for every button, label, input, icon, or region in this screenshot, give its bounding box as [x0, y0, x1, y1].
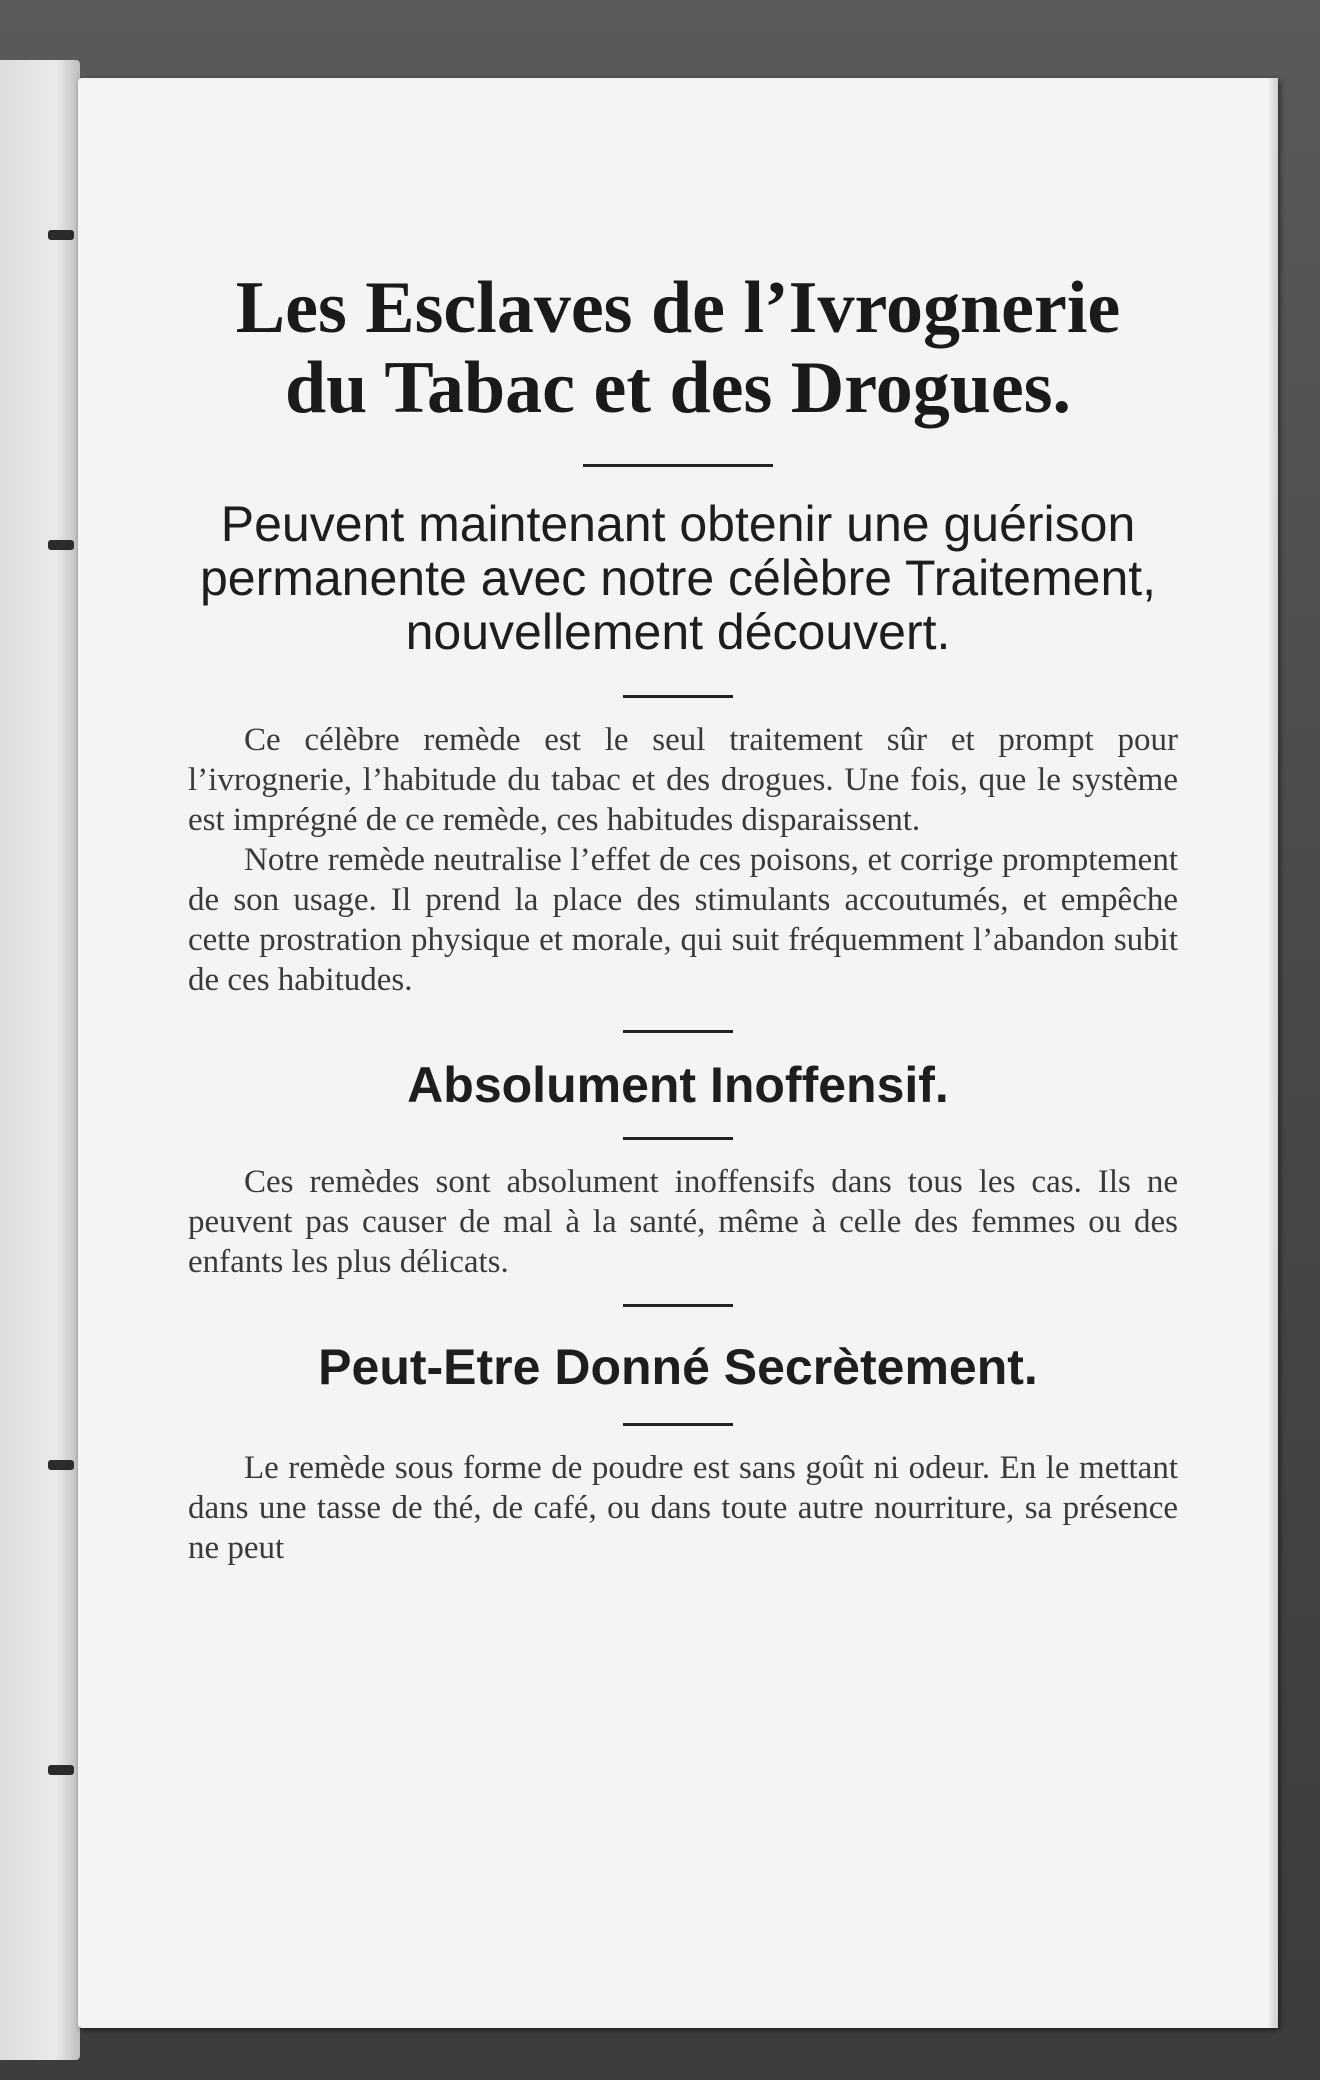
binding-stitch: [48, 1765, 74, 1775]
page-content: [168, 268, 1188, 1568]
divider: [623, 695, 733, 698]
divider: [623, 1304, 733, 1307]
binding-stitch: [48, 1460, 74, 1470]
page-subtitle: Peuvent maintenant obtenir une guérison permanente avec notre célèbre Traitement, nouvellement découvert.: [199, 496, 1157, 660]
section-paragraph-secretement: Le remède sous forme de poudre est sans goût ni odeur. En le mettant dans une tasse de thé, de café, ou dans toute autre nourriture, sa présence ne peut: [188, 1450, 1178, 1566]
divider: [623, 1030, 733, 1033]
binding-stitch: [48, 230, 74, 240]
divider: [623, 1423, 733, 1426]
section-heading-inoffensif: Absolument Inoffensif.: [407, 1057, 949, 1113]
document-page: [78, 78, 1278, 2028]
page-edge: [1268, 78, 1278, 2028]
facing-page-edge: [0, 60, 80, 2060]
divider: [623, 1137, 733, 1140]
intro-paragraph-2: Notre remède neutralise l’effet de ces poisons, et corrige promptement de son usage. Il prend la place des stimulants accoutumés, et empêche cette prostration physique et morale, qui suit fréquemment l’abandon subit de ces habitudes.: [188, 842, 1178, 998]
divider: [583, 464, 773, 467]
section-paragraph-inoffensif: Ces remèdes sont absolument inoffensifs dans tous les cas. Ils ne peuvent pas causer de mal à la santé, même à celle des femmes ou des enfants les plus délicats.: [188, 1164, 1178, 1280]
intro-paragraph-1: Ce célèbre remède est le seul traitement sûr et prompt pour l’ivrognerie, l’habitude du tabac et des drogues. Une fois, que le système est imprégné de ce remède, ces habitudes disparaissent.: [188, 722, 1178, 838]
binding-stitch: [48, 540, 74, 550]
page-title: Les Esclaves de l’Ivrognerie du Tabac et des Drogues.: [235, 267, 1121, 429]
section-heading-secretement: Peut-Etre Donné Secrètement.: [318, 1339, 1038, 1395]
